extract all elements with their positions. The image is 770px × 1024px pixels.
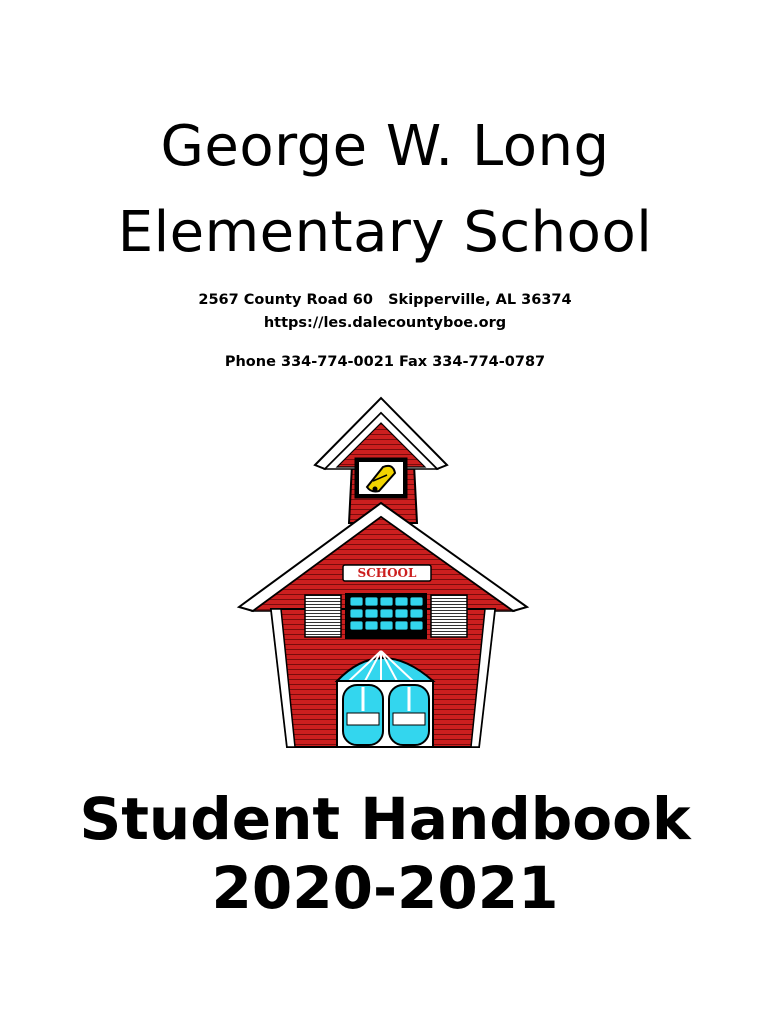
front-windows — [305, 593, 467, 639]
schoolhouse-sign — [343, 565, 431, 581]
schoolhouse-sign-text: SCHOOL — [357, 566, 417, 580]
school-address: 2567 County Road 60 Skipperville, AL 36374 — [198, 292, 572, 308]
schoolhouse-illustration — [233, 395, 533, 750]
school-name-line2: Elementary School — [117, 200, 653, 265]
school-name-line1: George W. Long — [160, 114, 610, 179]
handbook-title: Student Handbook — [79, 785, 691, 853]
school-phone-fax: Phone 334-774-0021 Fax 334-774-0787 — [224, 354, 546, 370]
school-website: https://les.dalecountyboe.org — [263, 315, 507, 331]
handbook-year: 2020-2021 — [211, 854, 559, 922]
